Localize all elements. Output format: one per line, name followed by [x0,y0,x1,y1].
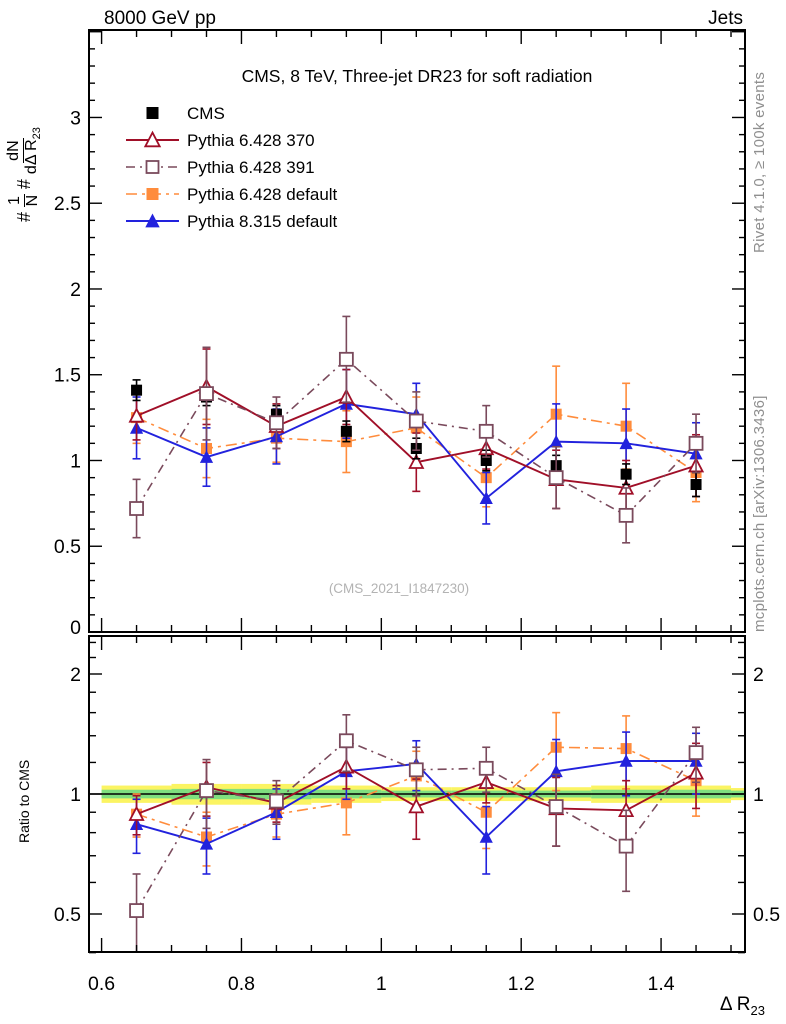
svg-text:Pythia 8.315 default: Pythia 8.315 default [187,212,338,231]
hash-symbol: # [14,211,35,222]
svg-text:2: 2 [70,278,81,301]
ratio-panel-series [130,713,703,957]
analysis-id-watermark: (CMS_2021_I1847230) [328,581,470,596]
x-axis-label: Δ $R_{23}$ [719,994,765,1018]
axis-tick-labels [54,107,780,995]
svg-text:Pythia 6.428 default: Pythia 6.428 default [187,185,338,204]
svg-text:Pythia 6.428 370: Pythia 6.428 370 [187,131,315,150]
svg-text:1.2: 1.2 [507,973,535,995]
legend-item-cms [147,104,225,123]
curve-py6-391 [130,316,702,542]
svg-text:0.5: 0.5 [53,904,81,926]
legend [126,104,338,231]
fraction-one-over-n: 1 N [6,194,42,207]
svg-text:1: 1 [375,973,387,995]
svg-text:0.5: 0.5 [753,904,781,926]
svg-text:2: 2 [70,664,81,686]
fraction-dn-ddr: dN dΔ $R_{23}$ [5,127,43,175]
svg-text:1.5: 1.5 [53,364,81,387]
legend-item-py6-370 [126,131,315,150]
legend-item-py6-391 [126,158,315,177]
svg-text:2: 2 [753,664,764,686]
svg-text:1: 1 [753,784,764,806]
svg-text:Pythia 6.428 391: Pythia 6.428 391 [187,158,315,177]
beam-label: 8000 GeV pp [104,8,216,29]
svg-text:0.6: 0.6 [88,973,116,995]
legend-item-py8-default [126,212,338,231]
mcplots-arxiv-note: mcplots.cern.ch [arXiv:1306.3436] [751,395,768,632]
svg-text:2.5: 2.5 [53,193,81,216]
svg-text:0.8: 0.8 [227,973,256,995]
svg-text:1: 1 [70,784,81,806]
hash-symbol: # [14,179,35,190]
legend-item-py6-default [126,185,338,204]
analysis-group-label: Jets [708,8,743,29]
svg-text:1: 1 [70,450,81,473]
plot-title: CMS, 8 TeV, Three-jet DR23 for soft radiation [241,66,593,86]
ratio-y-axis-label: Ratio to CMS [16,759,32,843]
svg-text:1.4: 1.4 [647,973,675,995]
main-panel-series [130,316,703,542]
svg-text:3: 3 [70,107,81,130]
svg-text:0: 0 [70,617,81,639]
svg-text:0.5: 0.5 [53,536,81,559]
svg-text:CMS: CMS [187,104,225,123]
rivet-version-note: Rivet 4.1.0, ≥ 100k events [751,71,768,253]
